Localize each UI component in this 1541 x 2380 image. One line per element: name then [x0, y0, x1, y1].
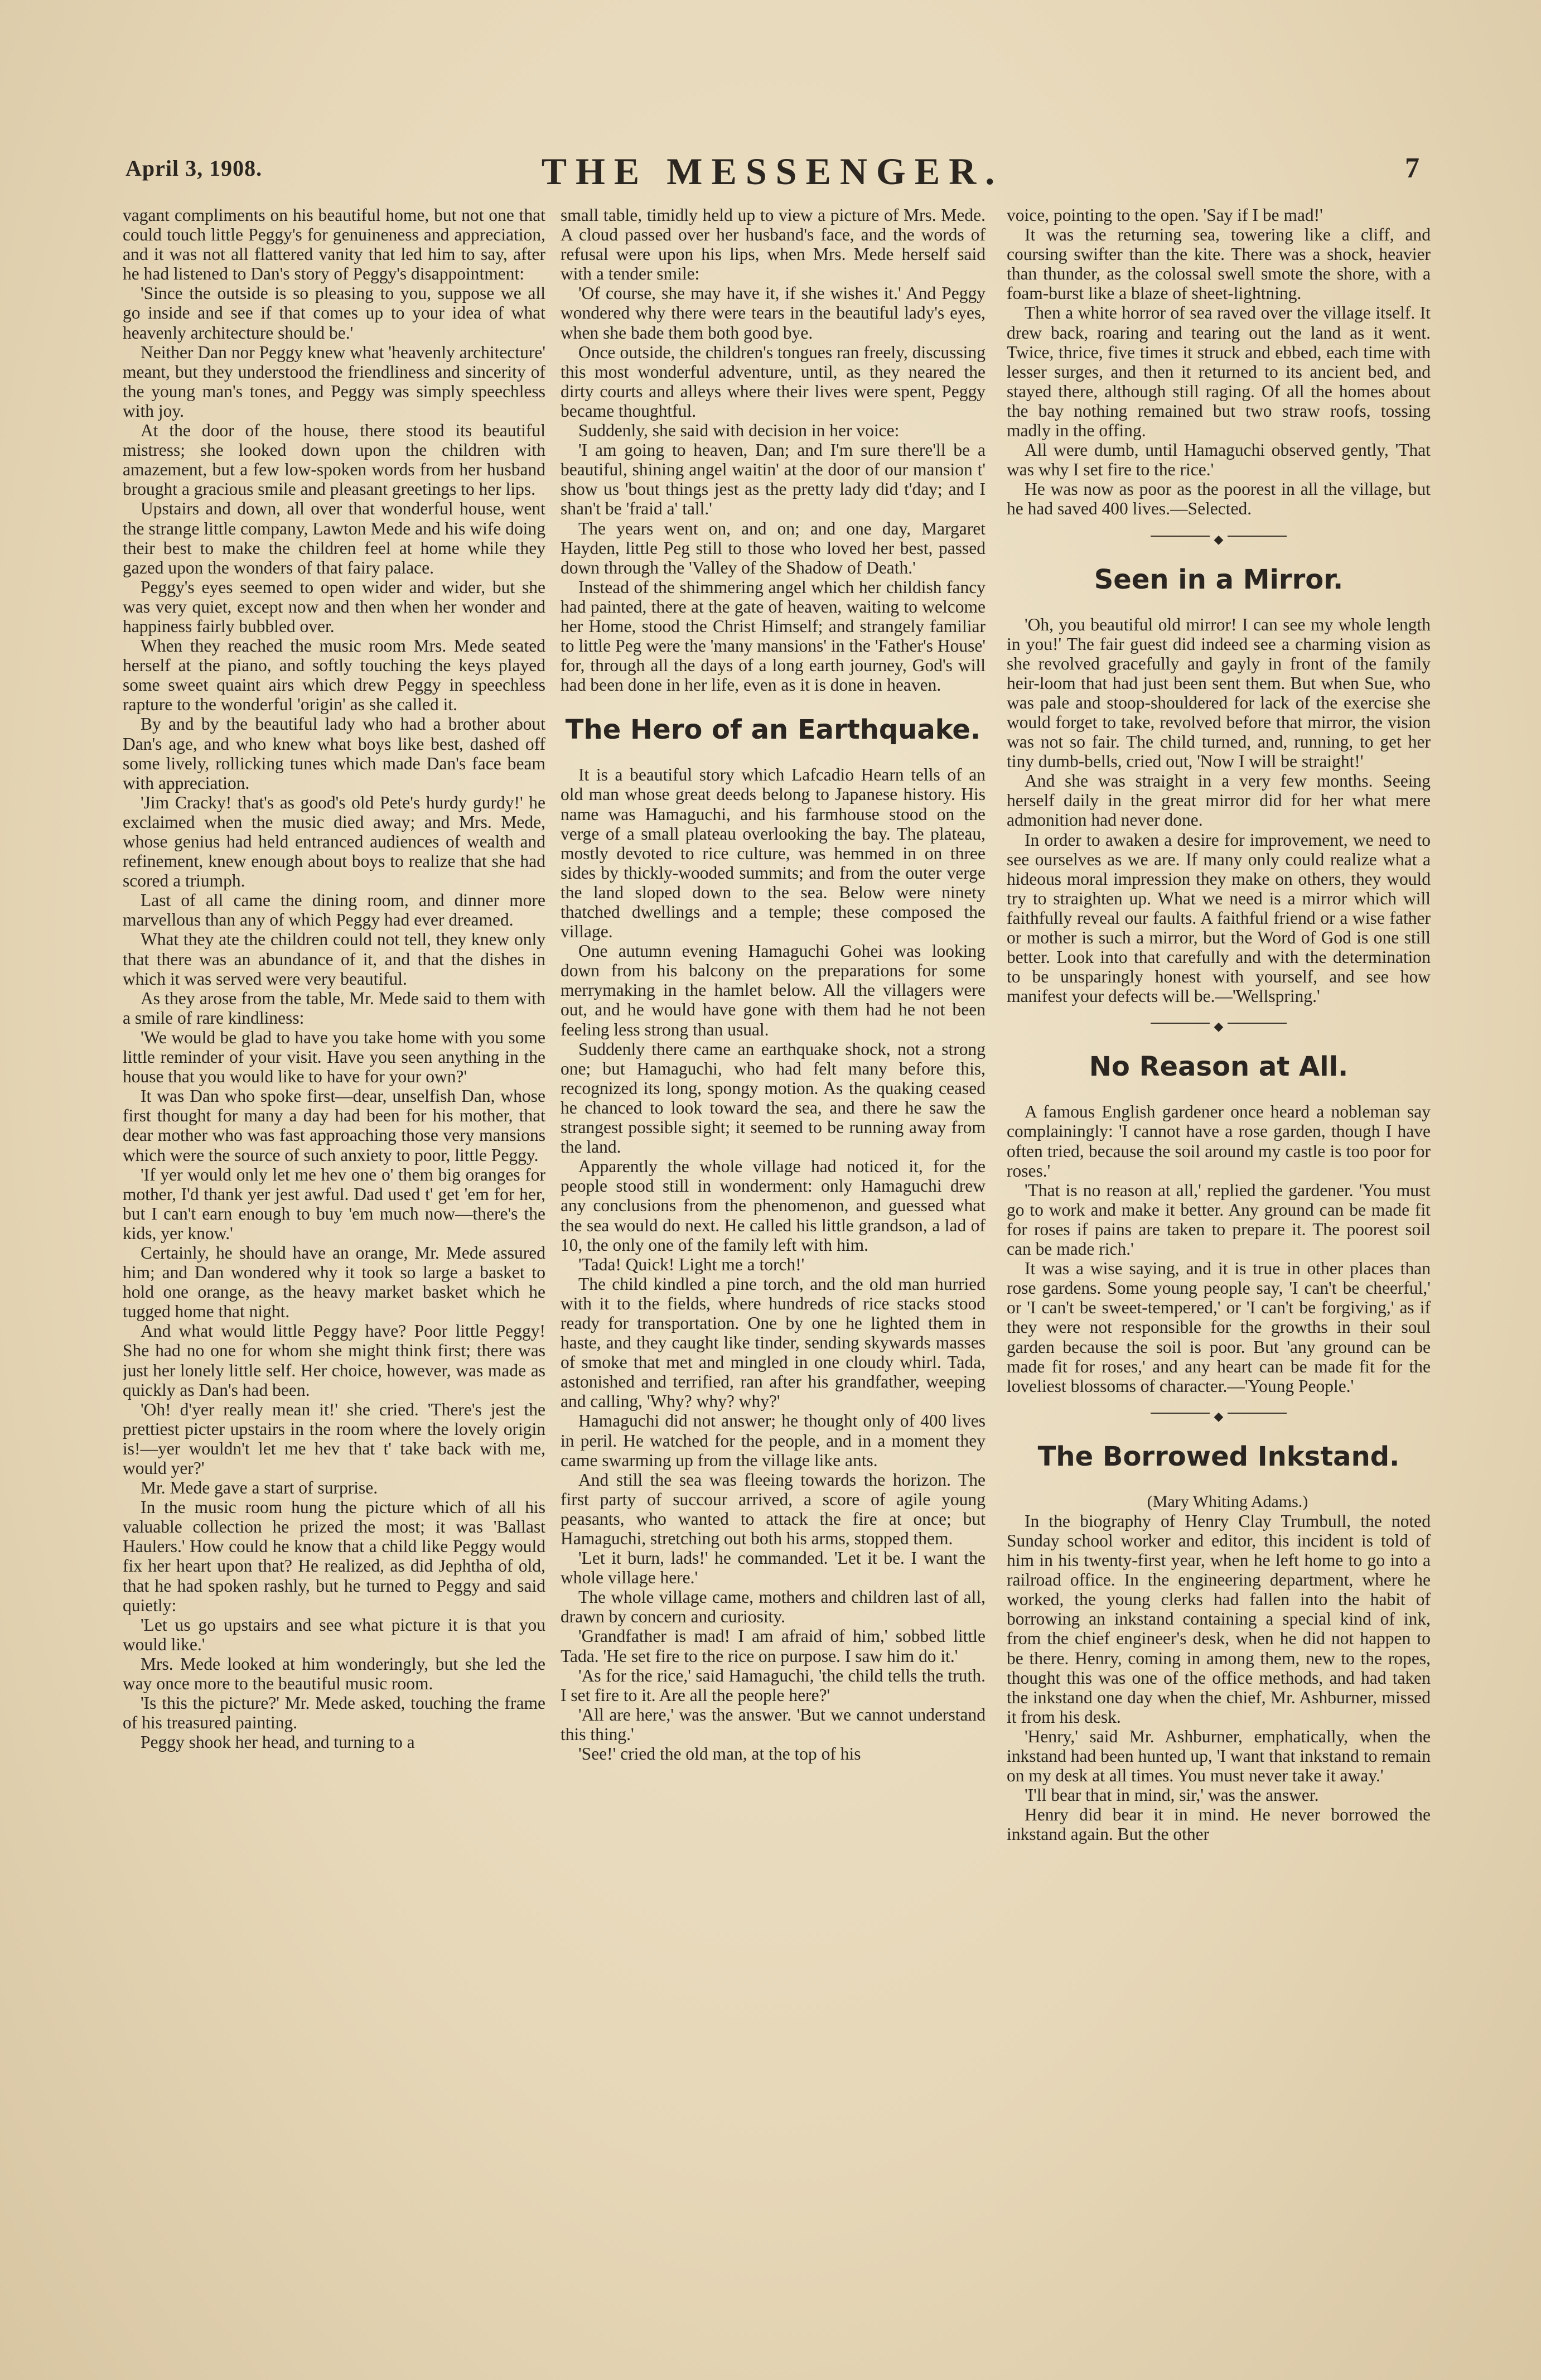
paragraph: It was the returning sea, towering like a cliff, and coursing swifter than the kite. There was a shock, heavier than thunder, as the colossal swell smote the shore, with a foam-burst like a blaze of sheet-lightning.: [1007, 225, 1431, 303]
section-divider: [1007, 1405, 1431, 1422]
paragraph: Once outside, the children's tongues ran freely, discussing this most wonderful adventure, until, as they neared the dirty courts and alleys where their lives were spent, Peggy became thoughtful.: [561, 342, 986, 421]
paragraph: Suddenly there came an earthquake shock, not a strong one; but Hamaguchi, who had felt many before this, recognized its long, spongy motion. As the quaking ceased he chanced to look toward the sea, and there he saw the strangest possible sight; it seemed to be running away from the land.: [561, 1039, 986, 1157]
paragraph: When they reached the music room Mrs. Mede seated herself at the piano, and softly touching the keys played some sweet quaint airs which drew Peggy in speechless rapture to the wonderful 'origin' as she called it.: [123, 636, 545, 715]
paragraph: What they ate the children could not tell, they knew only that there was an abundance of it, and that the dishes in which it was served were very beautiful.: [123, 929, 545, 989]
paragraph: 'Let it burn, lads!' he commanded. 'Let it be. I want the whole village here.': [561, 1548, 986, 1588]
paragraph: Last of all came the dining room, and dinner more marvellous than any of which Peggy had ever dreamed.: [123, 890, 545, 930]
paragraph: 'If yer would only let me hev one o' them big oranges for mother, I'd thank yer jest awful. Dad used t' get 'em for her, but I can't earn enough to buy 'em much now—there's the kids, yer know.': [123, 1164, 545, 1243]
article-heading-mirror: Seen in a Mirror.: [1094, 563, 1344, 595]
paragraph: 'As for the rice,' said Hamaguchi, 'the child tells the truth. I set fire to it. Are all the people here?': [561, 1665, 986, 1705]
paragraph: 'Oh! d'yer really mean it!' she cried. 'There's jest the prettiest picter upstairs in the room where the lovely origin is!—yer wouldn't let me hev that t' take back with me, would yer?': [123, 1399, 545, 1478]
paragraph: The years went on, and on; and one day, Margaret Hayden, little Peg still to those who loved her best, passed down through the 'Valley of the Shadow of Death.': [561, 518, 986, 577]
article-heading-inkstand: The Borrowed Inkstand.: [1037, 1440, 1400, 1472]
paragraph: In the biography of Henry Clay Trumbull, the noted Sunday school worker and editor, this incident is told of him in his twenty-first year, when he left home to go into a railroad office. In the engineering department, where he worked, the young clerks had fallen into the habit of borrowing an inkstand containing a special kind of ink, from the chief engineer's desk, when he did not happen to be there. Henry, coming in among them, new to the ropes, thought this was one of the office methods, and had taken the inkstand one day when the chief, Mr. Ashburner, missed it from his desk.: [1007, 1511, 1431, 1727]
paragraph: He was now as poor as the poorest in all the village, but he had saved 400 lives.—Selected.: [1007, 479, 1431, 519]
paragraph: Then a white horror of sea raved over the village itself. It drew back, roaring and tearing out the land as it went. Twice, thrice, five times it struck and ebbed, each time with lesser surges, and then it returned to its ancient bed, and stayed there, although still raging. Of all the homes about the bay nothing remained but two straw roofs, tossing madly in the offing.: [1007, 303, 1431, 441]
column-2: [561, 205, 986, 2281]
paragraph: Instead of the shimmering angel which her childish fancy had painted, there at the gate of heaven, waiting to welcome her Home, stood the Christ Himself; and strangely familiar to little Peg were the 'many mansions' in the 'Father's House' for, through all the days of a long earth journey, God's will had been done in her life, even as it is done in heaven.: [561, 577, 986, 695]
paragraph: It is a beautiful story which Lafcadio Hearn tells of an old man whose great deeds belong to Japanese history. His name was Hamaguchi, and his farmhouse stood on the verge of a small plateau overlooking the bay. The plateau, mostly devoted to rice culture, was hemmed in on three sides by thickly-wooded summits; and from the outer verge the land sloped down to the sea. Below were ninety thatched dwellings and a temple; these composed the village.: [561, 765, 986, 942]
paragraph: 'Jim Cracky! that's as good's old Pete's hurdy gurdy!' he exclaimed when the music died away; and Mrs. Mede, whose genius had held entranced audiences of wealth and refinement, knew enough about boys to realize that she had scored a triumph.: [123, 792, 545, 891]
paragraph: Henry did bear it in mind. He never borrowed the inkstand again. But the other: [1007, 1805, 1431, 1844]
paragraph: 'Since the outside is so pleasing to you, suppose we all go inside and see if that comes up to your idea of what heavenly architecture should be.': [123, 283, 545, 343]
paragraph: 'Oh, you beautiful old mirror! I can see my whole length in you!' The fair guest did indeed see a charming vision as she revolved gracefully and gayly in front of the family heir-loom that had just been sent them. But when Sue, who was pale and stoop-shouldered for lack of the exercise she would forget to take, revolved before that mirror, the vision was not so fair. The child turned, and, running, to get her tiny dumb-bells, cried out, 'Now I will be straight!': [1007, 614, 1431, 772]
paragraph: 'That is no reason at all,' replied the gardener. 'You must go to work and make it better. Any ground can be made fit for roses if pains are taken to prepare it. The poorest soil can be made rich.': [1007, 1180, 1431, 1259]
paragraph: Apparently the whole village had noticed it, for the people stood still in wonderment: only Hamaguchi drew any conclusions from the phenomenon, and guessed what the sea would do next. He called his little grandson, a lad of 10, the only one of the family left with him.: [561, 1157, 986, 1255]
paragraph: It was Dan who spoke first—dear, unselfish Dan, whose first thought for many a day had been for his mother, that dear mother who was fast approaching those very mansions which were the source of such anxiety to poor, little Peggy.: [123, 1086, 545, 1165]
paragraph: It was a wise saying, and it is true in other places than rose gardens. Some young people say, 'I can't be cheerful,' or 'I can't be sweet-tempered,' or 'I can't be forgiving,' as if they were not responsible for the growths in their soul garden because the soil is poor. But 'any ground can be made fit for roses,' and any heart can be made fit for the loveliest blossoms of character.—'Young People.': [1007, 1259, 1431, 1396]
paragraph: 'See!' cried the old man, at the top of his: [578, 1744, 861, 1764]
paragraph: 'Tada! Quick! Light me a torch!': [578, 1254, 805, 1274]
column-1: [123, 205, 545, 2281]
section-divider: [1007, 528, 1431, 545]
paragraph: Neither Dan nor Peggy knew what 'heavenly architecture' meant, but they understood the friendliness and sincerity of the young man's tones, and Peggy was simply speechless with joy.: [123, 342, 545, 421]
paragraph: 'I'll bear that in mind, sir,' was the answer.: [1025, 1785, 1319, 1805]
paragraph: At the door of the house, there stood its beautiful mistress; she looked down upon the children with amazement, but a few low-spoken words from her husband brought a gracious smile and pleasant greetings to her lips.: [123, 421, 545, 499]
paragraph: 'Of course, she may have it, if she wishes it.' And Peggy wondered why there were tears in the beautiful lady's eyes, when she bade them both good bye.: [561, 283, 986, 343]
paragraph: 'Is this the picture?' Mr. Mede asked, touching the frame of his treasured painting.: [123, 1693, 545, 1733]
paragraph: In the music room hung the picture which of all his valuable collection he prized the most; it was 'Ballast Haulers.' How could he know that a child like Peggy would fix her heart upon that? He realized, as did Jephtha of old, that he had spoken rashly, but he turned to Peggy and said quietly:: [123, 1497, 545, 1615]
paragraph: 'I am going to heaven, Dan; and I'm sure there'll be a beautiful, shining angel waitin' at the door of our mansion t' show us 'bout things jest as the pretty lady did t'day; and I shan't be 'fraid a' tall.': [561, 440, 986, 519]
paragraph: Peggy shook her head, and turning to a: [141, 1732, 415, 1752]
paragraph: voice, pointing to the open. 'Say if I be mad!': [1007, 205, 1323, 225]
paragraph: Peggy's eyes seemed to open wider and wider, but she was very quiet, except now and then when her wonder and happiness fairly bubbled over.: [123, 577, 545, 636]
page-number: 7: [1405, 152, 1419, 184]
paragraph: 'Grandfather is mad! I am afraid of him,' sobbed little Tada. 'He set fire to the rice on purpose. I saw him do it.': [561, 1626, 986, 1666]
paragraph: vagant compliments on his beautiful home, but not one that could touch little Peggy's for genuineness and appreciation, and it was not all flattered vanity that led him to say, after he had listened to Dan's story of Peggy's disappointment:: [123, 205, 545, 284]
paragraph: Certainly, he should have an orange, Mr. Mede assured him; and Dan wondered why it took so large a basket to hold one orange, as the heavy market basket which he tugged home that night.: [123, 1242, 545, 1322]
paragraph: As they arose from the table, Mr. Mede said to them with a smile of rare kindliness:: [123, 988, 545, 1028]
paragraph: One autumn evening Hamaguchi Gohei was looking down from his balcony on the preparations for some merrymaking in the hamlet below. All the villagers were out, and he would have gone with them had he not been feeling less strong than usual.: [561, 941, 986, 1039]
divider-ornament-icon: ◆: [1210, 1019, 1228, 1033]
article-byline: (Mary Whiting Adams.): [1147, 1492, 1308, 1511]
paragraph: And still the sea was fleeing towards the horizon. The first party of succour arrived, a score of agile young peasants, who wanted to attack the fire at once; but Hamaguchi, stretching out both his arms, stopped them.: [561, 1470, 986, 1548]
paragraph: Hamaguchi did not answer; he thought only of 400 lives in peril. He watched for the people, and in a moment they came swarming up from the village like ants.: [561, 1411, 986, 1470]
paragraph: 'All are here,' was the answer. 'But we cannot understand this thing.': [561, 1704, 986, 1744]
column-3: [1007, 205, 1431, 2281]
paragraph: small table, timidly held up to view a picture of Mrs. Mede. A cloud passed over her husband's face, and the words of refusal were upon his lips, when Mrs. Mede herself said with a tender smile:: [561, 205, 986, 284]
paragraph: In order to awaken a desire for improvement, we need to see ourselves as we are. If many only could realize what a hideous moral impression they make on others, they would try to straighten up. What we need is a mirror which will faithfully reveal our faults. A faithful friend or a wise father or mother is such a mirror, but the Word of God is one still better. Look into that carefully and with the determination to be unsparingly honest with yourself, and see how manifest your defects will be.—'Wellspring.': [1007, 830, 1431, 1006]
paragraph: Upstairs and down, all over that wonderful house, went the strange little company, Lawton Mede and his wife doing their best to make the children feel at home while they gazed upon the wonders of that fairy palace.: [123, 499, 545, 577]
paragraph: 'We would be glad to have you take home with you some little reminder of your visit. Have you seen anything in the house that you would like to have for your own?': [123, 1027, 545, 1087]
section-divider: [1007, 1015, 1431, 1032]
paragraph: All were dumb, until Hamaguchi observed gently, 'That was why I set fire to the rice.': [1007, 440, 1431, 480]
masthead-title: THE MESSENGER.: [541, 150, 1004, 192]
divider-ornament-icon: ◆: [1210, 532, 1228, 546]
paragraph: And what would little Peggy have? Poor little Peggy! She had no one for whom she might think first; there was just her lonely little self. Her choice, however, was made as quickly as Dan's had been.: [123, 1321, 545, 1400]
article-heading-hero-earthquake: The Hero of an Earthquake.: [565, 714, 981, 746]
paragraph: By and by the beautiful lady who had a brother about Dan's age, and who knew what boys like best, dashed off some lively, rollicking tunes which made Dan's face beam with appreciation.: [123, 714, 545, 793]
divider-ornament-icon: ◆: [1210, 1409, 1228, 1423]
paragraph: 'Let us go upstairs and see what picture it is that you would like.': [123, 1615, 545, 1654]
paragraph: Mr. Mede gave a start of surprise.: [141, 1478, 378, 1498]
paragraph: Mrs. Mede looked at him wonderingly, but she led the way once more to the beautiful music room.: [123, 1654, 545, 1694]
paragraph: The child kindled a pine torch, and the old man hurried with it to the fields, where hundreds of rice stacks stood ready for transportation. One by one he lighted them in haste, and they caught like tinder, sending skywards masses of smoke that met and mingled in one cloudy whirl. Tada, astonished and terrified, ran after his grandfather, weeping and calling, 'Why? why? why?': [561, 1274, 986, 1411]
paragraph: And she was straight in a very few months. Seeing herself daily in the great mirror did for her what mere admonition had never done.: [1007, 771, 1431, 830]
page-header: [120, 150, 1425, 200]
paragraph: The whole village came, mothers and children last of all, drawn by concern and curiosity.: [561, 1587, 986, 1627]
issue-date: April 3, 1908.: [125, 156, 263, 181]
paragraph: A famous English gardener once heard a nobleman say complainingly: 'I cannot have a rose garden, though I have often tried, because the soil around my castle is too poor for roses.': [1007, 1102, 1431, 1181]
article-heading-no-reason: No Reason at All.: [1089, 1051, 1349, 1083]
paragraph: Suddenly, she said with decision in her voice:: [578, 421, 900, 441]
paragraph: 'Henry,' said Mr. Ashburner, emphatically, when the inkstand had been hunted up, 'I want that inkstand to remain on my desk at all times. You must never take it away.': [1007, 1726, 1431, 1786]
